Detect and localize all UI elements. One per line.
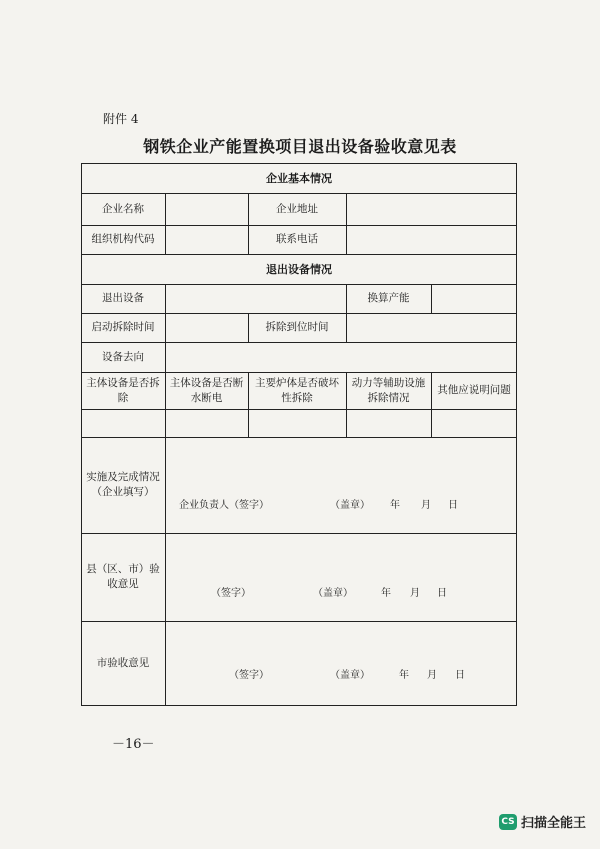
org-code-label: 组织机构代码 xyxy=(91,233,155,245)
city-acceptance-label: 市验收意见 xyxy=(96,656,150,669)
demolition-done-label: 拆除到位时间 xyxy=(265,321,329,333)
implementation-field[interactable] xyxy=(166,438,516,493)
column-value-field[interactable] xyxy=(432,410,516,437)
company-name-field[interactable] xyxy=(166,194,248,225)
column-header: 其他应说明问题 xyxy=(437,384,511,396)
cs-logo-icon: CS xyxy=(499,814,517,830)
phone-label: 联系电话 xyxy=(276,233,318,245)
company-address-label: 企业地址 xyxy=(276,202,318,215)
column-value-field[interactable] xyxy=(249,410,346,437)
column-value-field[interactable] xyxy=(82,410,165,437)
scanner-watermark xyxy=(499,812,586,831)
demolition-done-field[interactable] xyxy=(347,314,516,342)
signature-label: （签字） xyxy=(229,670,269,681)
column-header: 动力等辅助设施拆除情况 xyxy=(351,376,426,404)
exit-equipment-label: 退出设备 xyxy=(102,292,144,304)
city-opinion-field[interactable] xyxy=(166,622,516,662)
converted-capacity-label: 换算产能 xyxy=(367,292,410,304)
org-code-field[interactable] xyxy=(166,226,248,254)
attachment-label: 附件 4 xyxy=(103,112,139,126)
implementation-label: 实施及完成情况（企业填写） xyxy=(86,471,160,498)
day-label: 日 xyxy=(437,588,447,599)
demolition-start-field[interactable] xyxy=(166,314,248,342)
page-title: 钢铁企业产能置换项目退出设备验收意见表 xyxy=(143,137,457,156)
page-number: －16－ xyxy=(112,737,155,752)
signature-label: 企业负责人（签字） xyxy=(179,500,269,511)
county-opinion-field[interactable] xyxy=(166,534,516,584)
seal-label: （盖章） xyxy=(330,500,370,511)
company-name-label: 企业名称 xyxy=(102,202,144,215)
h-line xyxy=(81,705,517,706)
day-label: 日 xyxy=(448,500,458,511)
destination-field[interactable] xyxy=(166,343,516,372)
column-value-field[interactable] xyxy=(347,410,431,437)
year-label: 年 xyxy=(381,588,391,599)
column-header: 主要炉体是否破坏性拆除 xyxy=(255,376,339,404)
month-label: 月 xyxy=(427,670,437,681)
year-label: 年 xyxy=(390,500,400,511)
year-label: 年 xyxy=(399,670,409,681)
column-value-field[interactable] xyxy=(166,410,248,437)
exit-equipment-field[interactable] xyxy=(166,285,346,313)
section-exit-equipment: 退出设备情况 xyxy=(266,262,332,276)
phone-field[interactable] xyxy=(347,226,516,254)
seal-label: （盖章） xyxy=(330,670,370,681)
column-header: 主体设备是否断水断电 xyxy=(169,376,244,404)
day-label: 日 xyxy=(455,670,465,681)
month-label: 月 xyxy=(421,500,431,511)
destination-label: 设备去向 xyxy=(102,350,144,363)
seal-label: （盖章） xyxy=(313,588,353,599)
watermark-text: 扫描全能王 xyxy=(521,816,587,831)
month-label: 月 xyxy=(410,588,420,599)
signature-label: （签字） xyxy=(211,588,251,599)
column-header: 主体设备是否拆除 xyxy=(86,376,160,404)
converted-capacity-field[interactable] xyxy=(432,285,516,313)
demolition-start-label: 启动拆除时间 xyxy=(91,321,155,333)
county-acceptance-label: 县（区、市）验收意见 xyxy=(86,563,160,590)
v-line xyxy=(516,163,517,705)
company-address-field[interactable] xyxy=(347,194,516,225)
section-basic-info: 企业基本情况 xyxy=(266,171,332,185)
